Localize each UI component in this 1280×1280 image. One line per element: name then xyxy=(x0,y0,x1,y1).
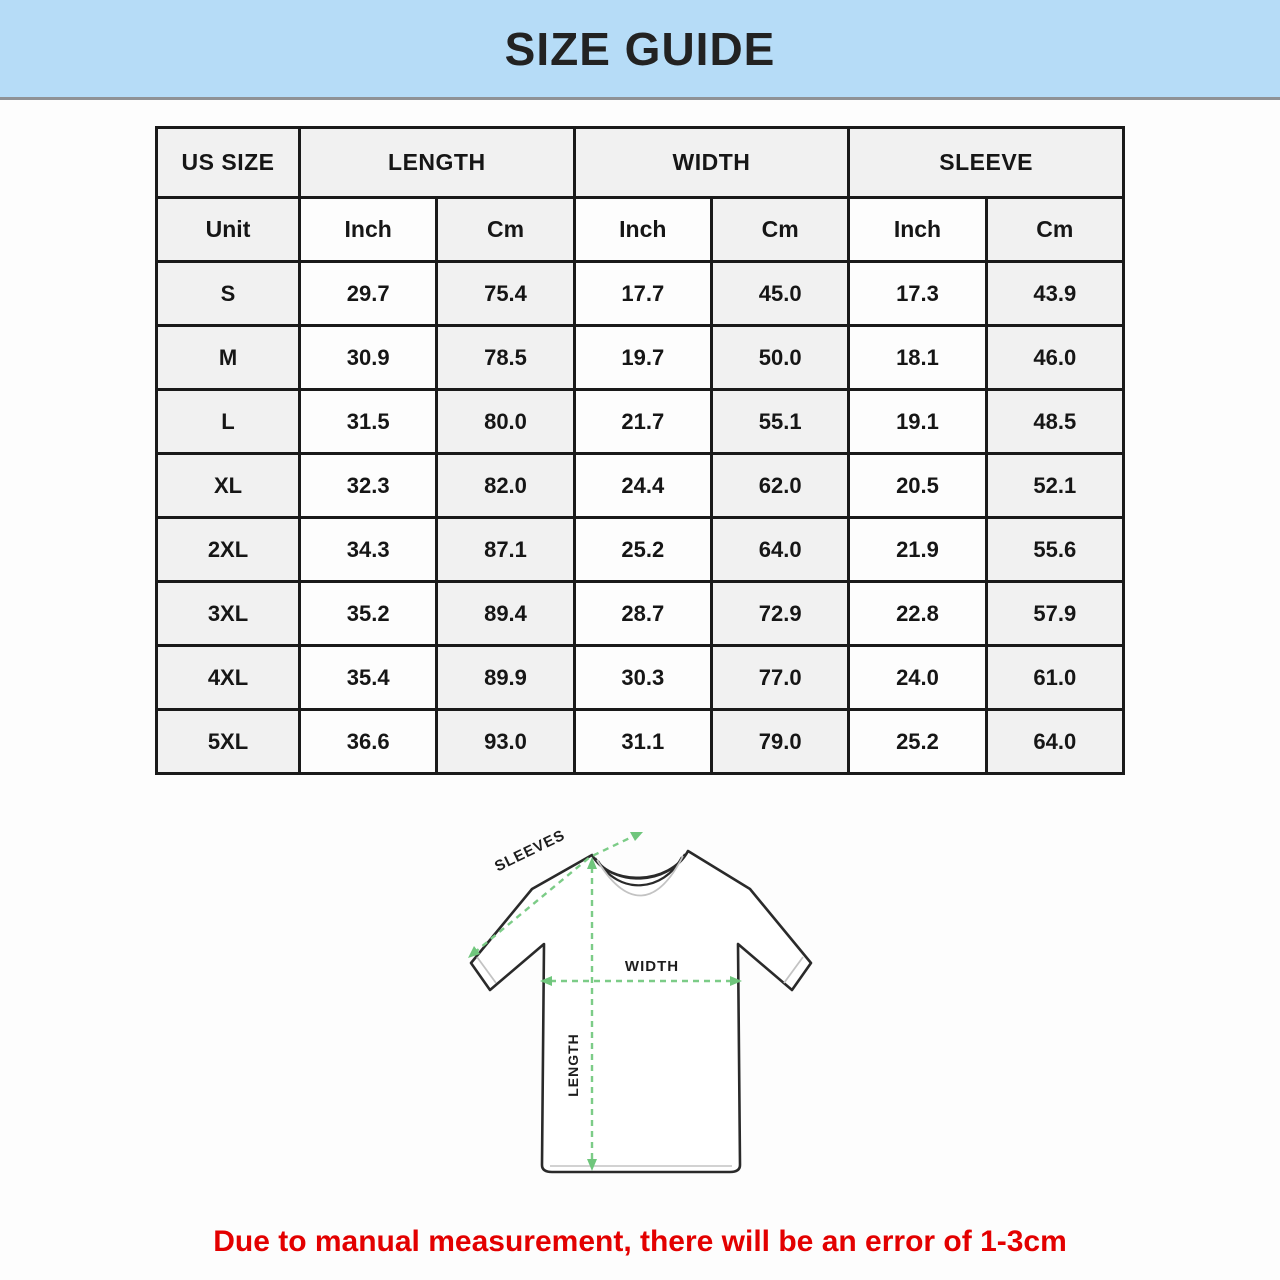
size-table-body xyxy=(157,262,1124,774)
sleeves-label: SLEEVES xyxy=(492,826,568,876)
length-cm-header: Cm xyxy=(437,198,574,262)
measurement-cell: 55.6 xyxy=(986,518,1123,582)
size-cell: 5XL xyxy=(157,710,300,774)
measurement-cell: 52.1 xyxy=(986,454,1123,518)
size-cell: 3XL xyxy=(157,582,300,646)
sleeve-inch-header: Inch xyxy=(849,198,986,262)
column-header-length: LENGTH xyxy=(300,128,575,198)
measurement-cell: 93.0 xyxy=(437,710,574,774)
measurement-cell: 45.0 xyxy=(711,262,848,326)
width-inch-header: Inch xyxy=(574,198,711,262)
measurement-cell: 34.3 xyxy=(300,518,437,582)
table-row xyxy=(157,390,1124,454)
measurement-cell: 87.1 xyxy=(437,518,574,582)
table-row xyxy=(157,454,1124,518)
length-inch-header: Inch xyxy=(300,198,437,262)
measurement-cell: 89.4 xyxy=(437,582,574,646)
measurement-cell: 79.0 xyxy=(711,710,848,774)
measurement-cell: 64.0 xyxy=(986,710,1123,774)
measurement-cell: 43.9 xyxy=(986,262,1123,326)
table-row xyxy=(157,518,1124,582)
size-cell: M xyxy=(157,326,300,390)
measurement-cell: 50.0 xyxy=(711,326,848,390)
size-cell: XL xyxy=(157,454,300,518)
measurement-cell: 77.0 xyxy=(711,646,848,710)
measurement-cell: 89.9 xyxy=(437,646,574,710)
length-label: LENGTH xyxy=(565,1033,581,1097)
measurement-cell: 19.1 xyxy=(849,390,986,454)
size-cell: 2XL xyxy=(157,518,300,582)
table-row xyxy=(157,646,1124,710)
measurement-cell: 29.7 xyxy=(300,262,437,326)
size-cell: 4XL xyxy=(157,646,300,710)
tshirt-outline xyxy=(471,851,811,1172)
measurement-cell: 17.7 xyxy=(574,262,711,326)
measurement-cell: 80.0 xyxy=(437,390,574,454)
table-row xyxy=(157,710,1124,774)
measurement-cell: 17.3 xyxy=(849,262,986,326)
width-cm-header: Cm xyxy=(711,198,848,262)
measurement-cell: 24.0 xyxy=(849,646,986,710)
width-label: WIDTH xyxy=(624,958,680,975)
unit-header: Unit xyxy=(157,198,300,262)
tshirt-diagram-svg xyxy=(430,813,850,1213)
measurement-cell: 55.1 xyxy=(711,390,848,454)
column-header-width: WIDTH xyxy=(574,128,849,198)
measurement-cell: 64.0 xyxy=(711,518,848,582)
measurement-cell: 19.7 xyxy=(574,326,711,390)
table-row xyxy=(157,262,1124,326)
column-header-us-size: US SIZE xyxy=(157,128,300,198)
measurement-cell: 32.3 xyxy=(300,454,437,518)
measurement-cell: 36.6 xyxy=(300,710,437,774)
measurement-cell: 72.9 xyxy=(711,582,848,646)
measurement-cell: 30.3 xyxy=(574,646,711,710)
measurement-cell: 24.4 xyxy=(574,454,711,518)
table-unit-row xyxy=(157,198,1124,262)
size-cell: L xyxy=(157,390,300,454)
measurement-cell: 46.0 xyxy=(986,326,1123,390)
measurement-cell: 20.5 xyxy=(849,454,986,518)
measurement-cell: 25.2 xyxy=(574,518,711,582)
header-banner xyxy=(0,0,1280,100)
sleeve-cm-header: Cm xyxy=(986,198,1123,262)
tshirt-measurement-diagram xyxy=(430,813,850,1213)
size-table-container xyxy=(155,126,1125,775)
column-header-sleeve: SLEEVE xyxy=(849,128,1124,198)
measurement-cell: 31.1 xyxy=(574,710,711,774)
measurement-cell: 30.9 xyxy=(300,326,437,390)
measurement-cell: 62.0 xyxy=(711,454,848,518)
measurement-cell: 75.4 xyxy=(437,262,574,326)
measurement-cell: 78.5 xyxy=(437,326,574,390)
measurement-cell: 22.8 xyxy=(849,582,986,646)
measurement-cell: 21.9 xyxy=(849,518,986,582)
measurement-cell: 35.2 xyxy=(300,582,437,646)
measurement-cell: 21.7 xyxy=(574,390,711,454)
measurement-cell: 61.0 xyxy=(986,646,1123,710)
measurement-cell: 57.9 xyxy=(986,582,1123,646)
table-row xyxy=(157,582,1124,646)
measurement-cell: 31.5 xyxy=(300,390,437,454)
measurement-cell: 18.1 xyxy=(849,326,986,390)
measurement-cell: 35.4 xyxy=(300,646,437,710)
table-row xyxy=(157,326,1124,390)
size-cell: S xyxy=(157,262,300,326)
size-table xyxy=(155,126,1125,775)
page-title: SIZE GUIDE xyxy=(504,22,776,75)
measurement-cell: 28.7 xyxy=(574,582,711,646)
table-group-header-row xyxy=(157,128,1124,198)
measurement-cell: 25.2 xyxy=(849,710,986,774)
measurement-disclaimer: Due to manual measurement, there will be an error of 1-3cm xyxy=(213,1225,1067,1258)
measurement-cell: 82.0 xyxy=(437,454,574,518)
measurement-cell: 48.5 xyxy=(986,390,1123,454)
